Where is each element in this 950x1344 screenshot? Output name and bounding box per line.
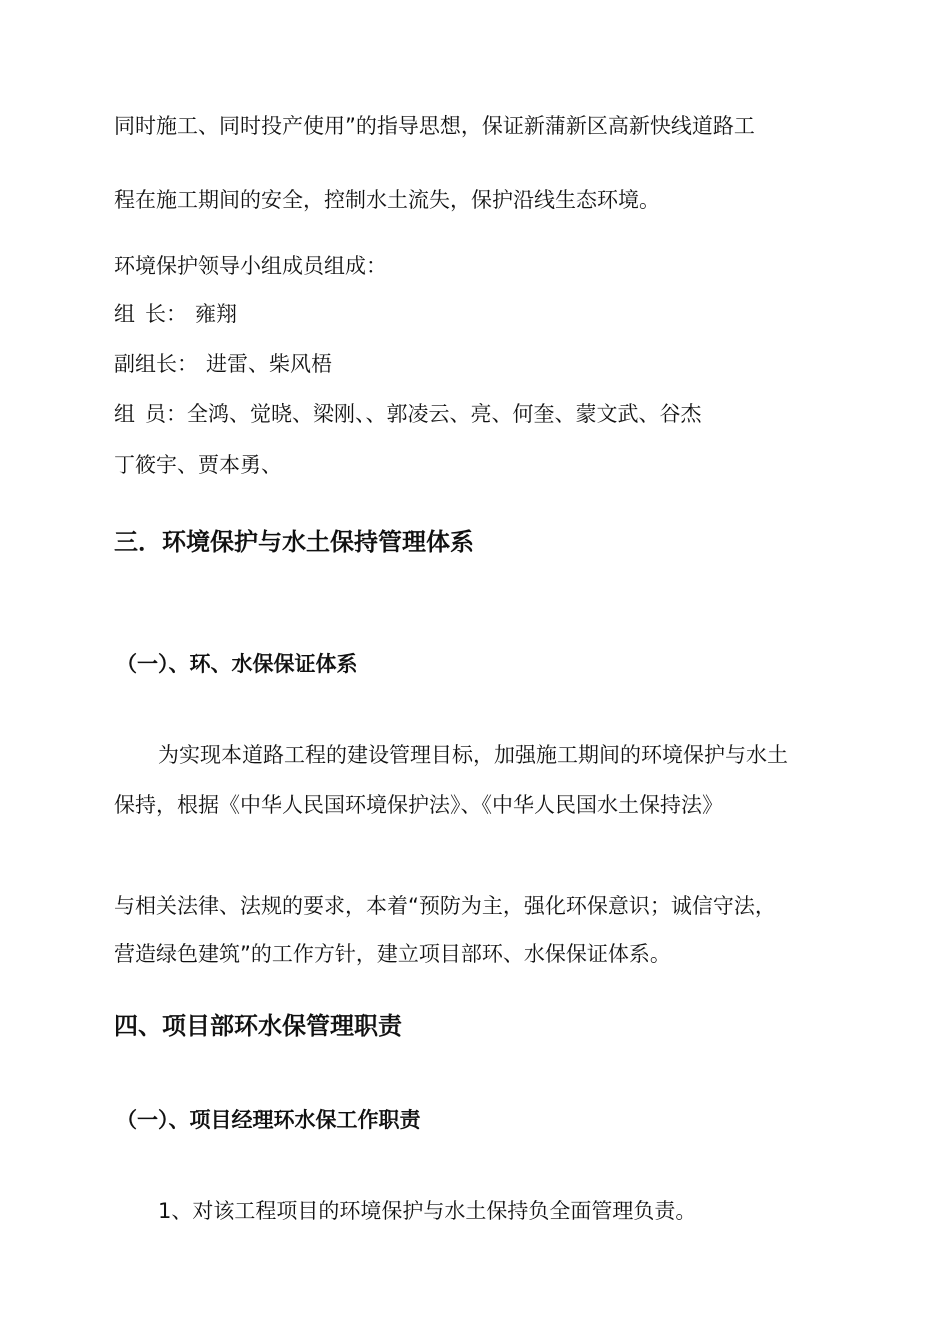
section-3-para-line-1: 为实现本道路工程的建设管理目标，加强施工期间的环境保护与水土 [158,743,788,767]
member-row-continued: 丁筱宇、贾本勇、 [114,453,282,477]
section-4-item-1: 1、对该工程项目的环境保护与水土保持负全面管理负责。 [158,1199,697,1223]
leader-value: 雍翔 [195,302,237,326]
deputy-row [114,350,332,378]
body-line-1: 同时施工、同时投产使用”的指导思想，保证新蒲新区高新快线道路工 [114,114,755,138]
section-3-subheading: （一）、环、水保保证体系 [116,652,358,676]
section-3-para-line-2: 保持，根据《中华人民国环境保护法》、《中华人民国水土保持法》 [114,793,723,817]
body-line-2: 程在施工期间的安全，控制水土流失，保护沿线生态环境。 [114,188,660,212]
member-label-part2: 员： [145,402,187,426]
deputy-value: 进雷、柴风梧 [206,352,332,376]
member-label-part1: 组 [114,402,135,426]
leader-label-part2: 长： [145,302,187,326]
section-4-heading: 四、项目部环水保管理职责 [114,1012,402,1040]
leader-label-part1: 组 [114,302,135,326]
section-4-subheading: （一）、项目经理环水保工作职责 [116,1108,421,1132]
deputy-label: 副组长： [114,352,198,376]
member-row [114,400,702,428]
member-value: 全鸿、觉晓、梁刚、、郭凌云、亮、何奎、蒙文武、谷杰 [187,402,702,426]
section-3-para-line-4: 营造绿色建筑”的工作方针，建立项目部环、水保保证体系。 [114,942,671,966]
member-list-intro: 环境保护领导小组成员组成： [114,254,387,278]
section-3-heading: 三．环境保护与水土保持管理体系 [114,528,474,556]
leader-row [114,300,237,328]
section-3-para-line-3: 与相关法律、法规的要求，本着“预防为主，强化环保意识；诚信守法， [114,894,776,918]
